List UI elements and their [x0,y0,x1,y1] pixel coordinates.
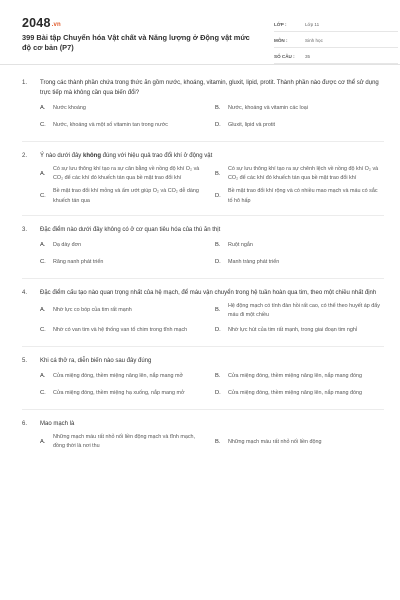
question-text: Đặc điểm cấu tạo nào quan trọng nhất của hệ mạch, để máu vận chuyển trong hệ tuần hoàn qua tim, theo một chiều nhất định [40,289,377,296]
question-number: 4. [22,289,28,296]
option-letter: A. [40,170,46,177]
option-text: Nhờ lực hút của tim rất mạnh, trong giai đoạn tim nghỉ [228,327,358,334]
option-d[interactable] [215,119,384,132]
option-c[interactable] [40,387,209,400]
question-line [22,356,384,366]
option-letter: B. [215,307,221,314]
option-a[interactable] [40,433,209,451]
question-divider [22,278,384,279]
question-text-emphasis: không [82,153,101,159]
document-title: 399 Bài tập Chuyển hóa Vật chất và Năng lượng ở Động vật mức độ cơ bản (P7) [22,33,250,52]
option-a[interactable] [40,370,209,383]
question-list [22,78,384,461]
option-text: Bề mặt trao đổi khí mỏng và ẩm ướt giúp O₂ và CO₂ dễ dàng khuếch tán qua [53,188,199,204]
option-a[interactable] [40,102,209,115]
option-text: Những mạch máu rất nhỏ nối liền động mạch và tĩnh mạch, đồng thời là nơi thu [53,434,196,450]
logo-suffix: .vn [51,22,61,28]
option-text: Nhờ có van tim và hệ thống van tổ chim trong tĩnh mạch [53,327,188,334]
question-line [22,225,384,235]
meta-row-count [274,50,398,64]
question-6 [22,419,384,451]
meta-label: MÔN : [274,38,288,43]
option-c[interactable] [40,324,209,337]
option-letter: D. [215,390,221,397]
question-text-before: Ý nào dưới đây [40,153,83,159]
option-d[interactable] [215,324,384,337]
option-letter: B. [215,373,221,380]
meta-row-subject [274,34,398,48]
meta-row-class [274,18,398,32]
option-grid [40,433,384,451]
question-text: Khi cá thở ra, diễn biến nào sau đây đúng [40,358,152,365]
question-number: 5. [22,358,28,365]
option-letter: D. [215,258,221,265]
option-text: Dạ dày đơn [53,241,82,248]
question-text-after: đúng với hiệu quả trao đổi khí ở động vật [100,153,213,159]
option-letter: A. [40,373,46,380]
option-grid [40,239,384,269]
meta-value: Sinh học [305,38,323,43]
question-text: Trong các thành phần chứa trong thức ăn gồm nước, khoáng, vitamin, gluxit, lipid, protit. Thành phần nào được cơ thể sử dụng trực tiếp mà không cần qua biến đổi? [40,80,379,96]
option-d[interactable] [215,187,384,205]
option-letter: D. [215,193,221,199]
document-meta [274,18,398,66]
option-text: Những mạch máu rất nhỏ nối liền động [228,438,322,445]
option-b[interactable] [215,102,384,115]
question-line [22,288,384,298]
option-letter: A. [40,241,46,248]
question-4 [22,288,384,337]
question-number: 3. [22,226,28,233]
option-letter: A. [40,438,46,445]
option-c[interactable] [40,256,209,269]
option-letter: B. [215,438,221,445]
meta-label: SỐ CÂU : [274,54,295,59]
question-text: Mao mạch là [40,421,75,428]
question-divider [22,346,384,347]
option-c[interactable] [40,187,209,205]
option-text: Cửa miệng đóng, thềm miệng nâng lên, nắp mang đóng [228,373,362,380]
option-a[interactable] [40,165,209,183]
meta-value: 35 [305,54,311,59]
question-1 [22,78,384,132]
site-logo[interactable] [22,16,61,30]
option-text: Manh tràng phát triển [228,258,280,265]
option-b[interactable] [215,165,384,183]
question-text: Đặc điểm nào dưới đây không có ở cơ quan tiêu hóa của thú ăn thịt [40,226,221,233]
option-text: Gluxit, lipid và protit [228,121,276,128]
option-text: Cửa miệng đóng, thềm miệng nâng lên, nắp mang đóng [228,390,362,397]
option-letter: A. [40,104,46,111]
option-d[interactable] [215,387,384,400]
option-text: Ruột ngắn [228,241,253,248]
option-text: Có sự lưu thông khí tạo ra sự chênh lệch về nồng độ khí O₂ và CO₂ để các khí đó khuếch tán qua bề mặt trao đổi khí [228,166,379,182]
option-letter: C. [40,327,46,334]
question-number: 2. [22,153,28,159]
question-5 [22,356,384,400]
logo-main: 2048 [22,16,51,30]
meta-label: LỚP : [274,22,287,27]
option-text: Hệ động mạch có tính đàn hồi rất cao, có thể theo huyết áp đẩy máu đi một chiều [228,302,380,319]
option-a[interactable] [40,239,209,252]
question-2 [22,151,384,206]
option-grid [40,302,384,337]
option-letter: C. [40,121,46,128]
option-letter: C. [40,258,46,265]
option-text: Cửa miệng đóng, thềm miệng hạ xuống, nắp mang mở [53,390,185,397]
option-a[interactable] [40,302,209,320]
option-text: Cửa miệng đóng, thềm miệng nâng lên, nắp mang mở [53,373,184,380]
option-text: Nhờ lực co bóp của tim rất mạnh [53,307,132,314]
question-divider [22,409,384,410]
option-letter: B. [215,170,221,177]
option-text: Bề mặt trao đổi khí rộng và có nhiều mao mạch và máu có sắc tố hô hấp [228,188,378,204]
option-grid [40,102,384,132]
option-b[interactable] [215,370,384,383]
option-grid [40,370,384,400]
option-letter: C. [40,390,46,397]
question-divider [22,215,384,216]
option-text: Nước, khoáng và một số vitamin tan trong nước [53,121,168,128]
option-letter: C. [40,193,46,199]
question-number: 6. [22,421,28,428]
option-text: Nước khoáng [53,104,86,111]
option-b[interactable] [215,239,384,252]
question-3 [22,225,384,269]
question-line [22,419,384,429]
option-letter: B. [215,241,221,248]
option-letter: A. [40,307,46,314]
header-divider [0,64,400,65]
question-line [22,78,384,98]
option-letter: D. [215,327,221,334]
option-text: Có sự lưu thông khí tạo ra sự cân bằng về nồng độ khí O₂ và CO₂ để các khí đó khuếch tán qua bề mặt trao đổi khí [53,166,200,182]
question-line [22,151,384,161]
option-b[interactable] [215,302,384,320]
option-text: Răng nanh phát triển [53,258,104,265]
option-c[interactable] [40,119,209,132]
option-b[interactable] [215,433,384,451]
option-d[interactable] [215,256,384,269]
option-grid [40,165,384,206]
meta-value: Lớp 11 [305,22,320,27]
question-divider [22,141,384,142]
question-text [40,151,384,161]
question-number: 1. [22,80,28,86]
option-letter: B. [215,104,221,111]
option-letter: D. [215,121,221,128]
option-text: Nước, khoáng và vitamin các loại [228,104,308,111]
